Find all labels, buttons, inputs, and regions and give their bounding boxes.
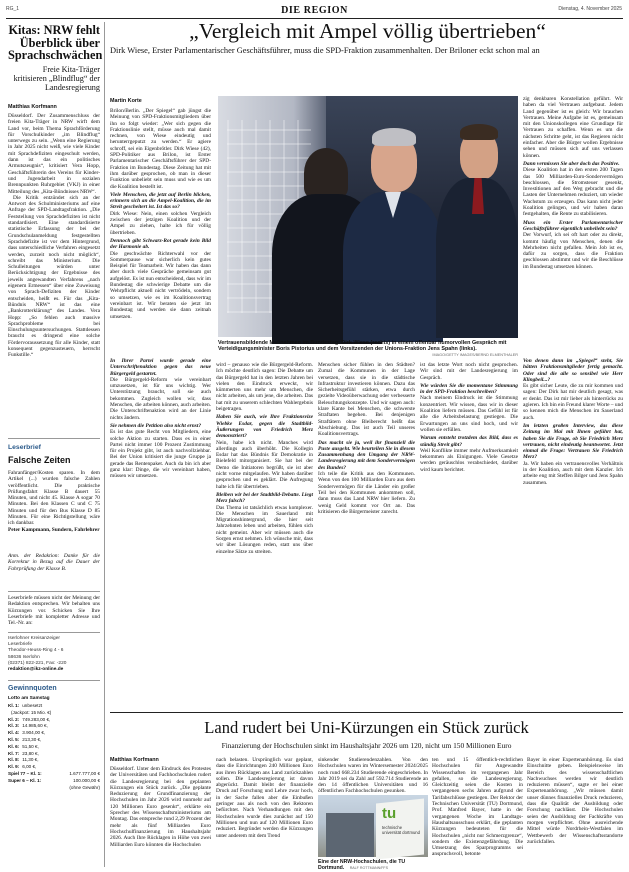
lotto-row: (Jackpot: 15 Mio. €)	[11, 709, 52, 715]
main-photo-credit: IMAGO/GETTY IMAGES/BERND ELMENTHALER	[432, 353, 518, 357]
page-code: RG_1	[6, 6, 20, 12]
land-col2	[216, 757, 313, 868]
question: Wie würden Sie die momentane Stimmung in der SPD-Fraktion beschreiben?	[420, 382, 518, 396]
tu-photo	[318, 795, 428, 857]
address-line: (02371) 822-221, Fax: -220	[8, 660, 67, 666]
caption-text: Eine der NRW-Hochschulen, die TU Dortmund.	[318, 859, 406, 871]
main-col1-lower	[110, 356, 211, 706]
paragraph: Nach meinem Eindruck ist die Stimmung konzentriert. Wir wissen, dass wir in dieser Koalition liefern müssen. Das Gefühl ist für alle die Arbeitsbelastung gestiegen. Die Erwartungen an uns sind hoch, und wir wollen sie erfüllen.	[420, 395, 518, 433]
question: Dennoch gibt Schwarz-Rot gerade kein Bild der Harmonie ab.	[110, 237, 211, 251]
paragraph: Ja. Wir haben ein vertrauensvolles Verhältnis in der Koalition, auch mit dem Kanzler. Ich arbeite eng mit Steffen Bilger und Jens Spahn zusammen.	[523, 460, 623, 486]
leserbrief-text: Fahranfänger/Kosten sparen. In dem Artikel (...) wurden falsche Zahlen veröffentlicht. Die praktische Prüfungsfahrt Klasse B dauert 55 Minuten, und nicht 45. Klasse A sogar 70 Minuten. Bei den Klassen C und C 75 Minuten und für den Bus Klasse D 85 Minuten. Für eine Richtigstellung wäre ich dankbar.	[8, 470, 100, 527]
leserbrief-disclaimer	[8, 595, 100, 629]
paragraph: Das Thema ist tatsächlich etwas komplexer. Die Menschen im Sauerland mit Migrationshintergrund, die hier seit Jahrzehnten leben und arbeiten, fühlen sich nicht gemeint. Aber wir müssen auch die Sorgen ernst nehmen. Ich wünsche mir, dass wir über Lösungen reden, statt uns über einzelne Sätze zu streiten.	[216, 504, 313, 555]
divider	[8, 680, 100, 681]
paragraph: Menschen sicher fühlen in den Städten? Zumal die Kommunen in der Lage versetzen, dass sie in die städtische Infrastruktur investieren können. Dazu das Sicherheitsgefühl stärken, etwa durch gezielte Videoüberwachung oder verbesserte Beleuchtungskonzepte. Und wir sagen auch: klare Kante bei Menschen, die schwerste Straftaten begehen. Bei denjenigen Straftätern ohne Bleiberecht heißt das Abschiebung. Das ist auch Teil unseres Koalitionsvertrags.	[318, 362, 415, 438]
main-col5	[523, 356, 623, 706]
main-subhead: Dirk Wiese, Erster Parlamentarischer Geschäftsführer, muss die SPD-Fraktion zusammenhalten. Der Briloner eckt schon mal an	[110, 46, 540, 55]
kitas-author: Matthias Korfmann	[8, 104, 57, 110]
paragraph: Die Bürgergeld-Reform wie vereinbart umzusetzen, ist für uns wichtig. Wer Unterstützung braucht, soll sie auch bekommen. Zugleich wollen wir, dass Menschen, die arbeiten können, auch arbeiten. Die Unterschriftenaktion wird an der Linie nichts ändern.	[110, 376, 211, 421]
land-col4	[432, 757, 523, 868]
lotto-row: Kl. 9: 6,00 €,	[8, 764, 37, 770]
main-photo-caption: Vertrauensbildende Maßnahmen im Bundestag: Dirk Wiese (rechts) in einem offenbar humorvollen Gespräch mit Verteidigungsminister Boris Pistorius und dem Vorsitzenden der Unions-Fraktion Jens Spahn (links).	[218, 340, 507, 353]
section-rule	[110, 712, 623, 713]
lotto-subtitle: Lotto am Samstag	[8, 696, 50, 701]
question: In Ihrer Partei wurde gerade eine Unterschriftenaktion gegen das neue Bürgergeld gestartet.	[110, 358, 211, 377]
paragraph: Nein, habe ich nicht. Manches wird allerdings auch überhöht. Die Kollegin Esdar hat das Bündnis für Demokratie in Bielefeld mitorganisiert. Sie hat bei der Demo die Initiatoren begrüßt, sie ist aber nicht vorne mitgelaufen. Wir haben darüber gesprochen und es geklärt. Die Aufregung halte ich für übertrieben.	[216, 439, 313, 490]
issue-date: Dienstag, 4. November 2025	[558, 6, 622, 12]
leserbrief-headline: Falsche Zeiten	[8, 455, 71, 465]
kitas-subhead: Freie Kita-Träger kritisieren „Blindflug“ der Landesregierung	[13, 65, 100, 92]
section-title: DIE REGION	[281, 5, 348, 16]
building-shape	[326, 813, 374, 857]
land-col3	[318, 757, 428, 795]
main-col1	[110, 108, 211, 351]
photo-credit: RALF ROTTMANN/FFS	[349, 866, 389, 870]
land-subhead: Finanzierung der Hochschulen sinkt im Haushaltsjahr 2026 um 120, nicht um 150 Millionen Euro	[221, 741, 512, 750]
tu-sign-text: technische universität dortmund	[382, 825, 420, 835]
paragraph: Düsseldorf. Unter dem Eindruck des Protestes der Universitäten und Fachhochschulen rudert die Landesregierung bei den geplanten Kürzungen ein Stück zurück. „Die geplante Reduzierung der Grundfinanzierung der Hochschulen im Jahr 2026 wird nunmehr auf 120 Millionen Euro gesenkt“, erklärte ein Sprecher des Wissenschaftsministeriums am Montag. Das entspreche rund 2,29 Prozent der mehr als fünf Milliarden Euro Hochschulfinanzierung im Haushaltsjahr 2026. Auch Ihre Rücklagen in Höhe von zwei Milliarden Euro könnten die Hochschulen	[110, 766, 211, 848]
land-headline: Land rudert bei Uni-Kürzungen ein Stück zurück	[204, 718, 529, 737]
person-wiese	[428, 116, 518, 337]
paragraph: Diese Koalition hat in den ersten 200 Tagen das 500 Milliarden-Euro-Sondervermögen beschlossen, die Stromsteuer gesenkt, Investitionen auf den Weg gebracht und die Lasten der Unternehmen reduziert, um wieder Wachstum zu erzeugen. Das kann nicht jeder Koalition gelingen, und wir haben daran festgehalten, die Rente zu stabilisieren.	[523, 167, 623, 218]
lotto-row: Kl. 6: 51,50 €,	[8, 743, 39, 749]
lotto-row: Kl. 3: 14.985,60 €,	[8, 723, 48, 729]
paragraph: Weil Konflikte immer mehr Aufmerksamkeit bekommen als Einigungen. Viele Gesetze werden geräuschlos verabschiedet, darüber wird kaum berichtet.	[420, 447, 518, 473]
gewinnquoten-label: Gewinnquoten	[8, 685, 57, 692]
leserbrief-address	[8, 636, 100, 673]
leserbrief-signature: Peter Kampmann, Sundern, Fahrlehrer	[8, 526, 100, 533]
paragraph: ist das letzte Wort noch nicht gesprochen. Wir sind mit der Landesregierung im Gespräch.	[420, 362, 518, 381]
land-col5	[527, 757, 623, 868]
question: Warum entsteht trotzdem das Bild, dass es ständig Streit gibt?	[420, 435, 518, 448]
paragraph: Brilon/Berlin. „Der Spiegel“ gab jüngst die Meinung von SPD-Fraktionsmitgliedern über ihn so folgt wieder: „Wer sich gegen die Fraktionslinie stellt, müsse auch mal damit rechnen, von Wiese eindeutig und herunterrgeputzt zu werden.“ Er agiere schroff, sei ein Eigenbrötler. Dirk Wiese (42), SPD-Politiker aus Brilon, ist Erster Parlamentarischer Geschäftsführer der SPD-Fraktion im Bundestag. Diese Zeitung hat mit ihm darüber gesprochen, ob man in dieser Funktion unbeliebt sein muss und wie es um die Koalition bestellt ist.	[110, 108, 211, 190]
question: Von denen dann im „Spiegel“ steht, Sie hätten Fraktionsmitglieder fertig gemacht. Oder sind die alle so sensibel wie Herr Klingbeil...?	[523, 358, 623, 383]
leserbrief-body	[8, 470, 100, 550]
divider	[8, 591, 100, 592]
land-author: Matthias Korfmann	[110, 757, 159, 763]
address-line: Theodor-Heuss-Ring 4 - 6	[8, 648, 64, 654]
paragraph: ten und 15 öffentlich-rechtlichen Hochschulen für Angewandte Wissenschaften im vergangenen Jahr gefallen, so die Landesregierung. Gleichzeitig seien die Kosten in vergangenen sechs Jahren aufgrund der Tarifabschlüsse gestiegen. Der Rektor der Technischen Universität (TU) Dortmund, Prof. Manfred Bayer, hatte in der vergangenen Woche im Landtags-Haushaltsausschuss erklärt, die geplanten Kürzungen bedeuteten für die Hochschulen „nicht nur Schmerzgrenze“, sondern die Existenzgefährdung. Die Umsetzung des Sparprogramms sei anspruchsvoll, betonte	[432, 757, 523, 858]
divider	[8, 438, 100, 439]
lotto-table	[8, 703, 100, 791]
disclaimer-text: Leserbriefe müssen nicht der Meinung der Redaktion entsprechen. Wir behalten uns Kürzungen vor. Schicken Sie Ihre Leserbriefe mit kompletter Adresse und Tel.-Nr. an:	[8, 595, 100, 627]
paragraph: nach belasten. Ursprünglich war geplant, dass die Einrichtungen 240 Millionen Euro aus ihren Rücklagen ans Land zurückzahlen sollen. Die Landesregierung ist davon abgerückt. Damit bleibt der finanzielle Druck auf Forschung und Lehre zwar hoch, in der Sache fallen aber die Einbußen geringer aus als noch von den Rektoren befürchtet. Nach Verhandlungen mit den Hochschulen wurde dies zunächst auf 150 Millionen und nun auf 120 Millionen Euro reduziert. Begründet werden die Kürzungen unter anderem mit dem Trend	[216, 757, 313, 839]
paragraph: Ich teile die Kritik aus den Kommunen. Wenn von den 100 Milliarden Euro aus dem Sondervermögen für die Länder ein großer Teil bei den Kommunen ankommen soll, dann muss das Land NRW hier liefern. Zu wenig Geld kommt vor Ort an. Das kritisieren die Bürgermeister zurecht.	[318, 471, 415, 515]
kitas-body	[8, 113, 100, 431]
question: Im letzten großen Interview, das diese Zeitung im Mai mit Ihnen geführt hat, haben Sie die Frage, ob Sie Friedrich Merz vertrauen, nicht eindeutig beantwortet. Jetzt einmal die Frage: Vertrauen Sie Friedrich Merz?	[523, 422, 623, 461]
question: Bleiben wir bei der Stadtbild-Debatte. Liegt Merz falsch?	[216, 491, 313, 505]
tu-logo: tu	[382, 805, 397, 822]
main-author: Martin Korte	[110, 98, 142, 104]
address-line: 58636 Iserlohn	[8, 654, 40, 660]
lotto-row: Kl. 7: 23,80 €,	[8, 750, 39, 756]
paragraph: Der Vorwurf, ich sei oft hart oder zu direkt, kommt häufig von Menschen, denen die Mehrheiten nicht gefallen. Mein Job ist es, dafür zu sorgen, dass die Fraktion geschlossen abstimmt und wir die Beschlüsse im Bundestag umsetzen können.	[523, 232, 623, 270]
divider	[8, 632, 100, 633]
lotto-row: Spiel 77 – Kl. 1: 1.677.777,00 €	[8, 770, 100, 776]
editor-note: Anm. der Redaktion: Danke für die Korrektur in Bezug auf die Dauer der Fahrprüfung der Klasse B.	[8, 553, 100, 572]
question: Dann vermissen Sie aber doch das Positive.	[523, 160, 620, 167]
main-col4-lower	[420, 362, 518, 706]
main-photo	[218, 96, 518, 337]
lotto-row: Kl. 1: unbesetzt	[8, 703, 43, 708]
kitas-paragraph: Düsseldorf. Der Zusammenschluss der freien Kita-Träger in NRW wirft dem Land vor, beim Thema Sprachförderung für Vorschulkinder „im Blindflug“ unterwegs zu sein. „Wenn eine Regierung in Jahr 2025 nicht weiß, wie viele Kinder mit Sprachdefiziten eingeschult werden, dann ist das ein politisches Armutszeugnis“, kritisiert Vera Hopp, Geschäftsführerin des Vereins für Kinder- und Jugendarbeit in sozialen Brennpunkten Ruhrgebiet (VKJ) in einer Mitteilung des „Kita-Bündnisses NRW“.	[8, 113, 100, 195]
lotto-row: Kl. 2: 749.283,00 €,	[8, 716, 51, 722]
lotto-row: Super 6 – Kl. 1: 100.000,00 €	[8, 777, 100, 783]
question: Das macht sie ja, weil ihr finanziell die Puste ausgeht. Wie beurteilen Sie in diesem Zusammenhang den Umgang der NRW-Landesregierung mit dem Sondervermögen des Bundes?	[318, 439, 415, 471]
question: Sie nehmen die Petition also nicht ernst?	[110, 422, 202, 429]
email-link[interactable]: redaktion@ikz-online.de	[8, 667, 64, 673]
paragraph: Es gibt sicher Leute, die zu mir kommen und sagen: Der Dirk hat mir deutlich gesagt, was er denkt. Das ist mir lieber als hinterrücks zu agieren. Ich bin ein Freund klarer Worte – und so kennen mich die Menschen im Sauerland auch.	[523, 383, 623, 421]
lotto-row: Kl. 5: 213,30 €,	[8, 736, 42, 742]
address-line: Leserbriefe	[8, 642, 32, 648]
main-headline: „Vergleich mit Ampel völlig übertrieben“	[189, 19, 546, 43]
paragraph: Die geschwächte Richterwahl vor der Sommerpause war sicherlich kein gutes Beispiel für Teamarbeit. Wir haben das dann aber durch viele Gespräche gemeinsam gut aufgelöst. Es ist nun entscheidend, dass wir im Bundestag die schwierige Debatte um die Wehrpflicht aktuell nicht vertrödeln, sondern so umsetzen, wie es im Koalitionsvertrag vereinbart ist. Wir beraten sie jetzt im Bundestag und werden sie dann zeitnah umsetzen.	[110, 250, 211, 320]
address-line: Iserlohner Kreisanzeiger	[8, 636, 60, 641]
kitas-paragraph: Die Kritik entzündet sich an der Antwort des Schulministeriums auf eine Anfrage der SPD-Landtagsfraktion. „Die Feststellung von Sprachdefiziten ist nicht standardisiert. Eine standardisierte statistische Erfassung der bei der Grundschulanmeldung festgestellten Sprachdefizite ist vor dem Hintergrund, dass unterschiedliche Verfahren eingesetzt werden, zurzeit noch nicht möglich“, schreibt das Ministerium. Die Schulleitungen würden unter Berücksichtigung der Ergebnisse des jeweils angewandten Verfahrens „nach eigenem Ermessen“ über eine Zuweisung von Sprach-Defiziten der Kinder entscheiden, heißt es. Für das „Kita-Bündnis NRW“ ist das eine „Bankrotterklärung“ des Landes. Vera Hopp: „So fehlen auch massive Sprachprobleme bei Einschulungsuntersuchungen. Stattdessen braucht es dringend eine solche Fördervoraussetzung für alle Kinder, statt konsequent gegenzusteuern, herrscht Funkstille.“	[8, 194, 100, 359]
question: Muss ein Erster Parlamentarischer Geschäftsführer eigentlich unbeliebt sein?	[523, 219, 623, 232]
main-col4	[523, 96, 623, 351]
paragraph: Bayer in einer Expertenanhörung. Es sind Einschnitte geben. Beispielsweise im Bereich des wissenschaftlichen Nachwuchses werden wir deutlich reduzieren müssen“, sagte er bei einer Expertenanhörung. „Wir müssen damit unser dünnes finanzielles Druck reduzieren, dass die Qualität der Ausbildung oder Forschung nachlässt. Die Hochschulen seien der Ausbildung der Fachkräfte von morgen verpflichtet. Ohne ausreichende Mittel würde Nordrhein-Westfalen im Wettbewerb der Wissenschaftsstandorte zurückfallen.	[527, 757, 623, 845]
lotto-row: (ohne Gewähr)	[69, 784, 100, 790]
land-col1	[110, 766, 211, 868]
leserbrief-label: Leserbrief	[8, 444, 41, 451]
question: Haben Sie auch, wie Ihre Fraktionsvize Wiebke Esdar, gegen die Stadtbild-Äußerungen von Friedrich Merz demonstriert?	[216, 414, 313, 440]
paragraph: zig denkbaren Konstellation geführt. Wir haben da viel Vertrauen aufgebaut. Jedem Land gegenüber ist es gleich: Wir brauchen Vertrauen. Meine Aufgabe ist es, gemeinsam mit den Unionskollegen eine Grundlage für Vertrauen zu schaffen. Wenn es um die nächsten Schritte geht, ist das Regieren nicht einfacher. Aber die Bürger wollen Ergebnisse sehen und müssen sich auf uns verlassen können.	[523, 96, 623, 159]
paragraph: sinkender Studierendenzahlen. Von den Hochschulen waren im Wintersemester 2024/2025 noch rund 668.234 Studierende eingeschrieben. In Jahr 2019 sei da Zahl auf 592.714 Studierende an den 14 öffentlichen Universitäten und 16 öffentlichen Fachhochschulen gesunken.	[318, 757, 428, 795]
main-col3	[318, 362, 415, 706]
paragraph: Es ist das gute Recht von Mitgliedern, eine solche Aktion zu starten. Dass es in einer Partei nicht immer 100 Prozent Zustimmung für ein Projekt gibt, ist auch nachvollziehbar. Bei der Union kritisiert die junge Gruppe ja gerade das Rentenpaket. Auch da bin ich aber ganz klar: Dinge, die wir vereinbart haben, müssen wir umsetzen.	[110, 429, 211, 480]
tu-photo-caption	[318, 859, 428, 871]
paragraph: wird – genauso wie die Bürgergeld-Reform. Ich möchte deutlich sagen: Die Debatte um das Bürgergeld hat in den letzten Jahren bei vielen den Eindruck erweckt, wir kümmerten uns mehr um Menschen, die nicht arbeiten, als um jene, die arbeiten. Das hat mit zu unserem schlechten Wahlergebnis beigetragen.	[216, 362, 313, 413]
lotto-row: Kl. 8: 11,30 €,	[8, 757, 39, 763]
leserbrief-note	[8, 553, 100, 587]
kitas-headline: Kitas: NRW fehlt Überblick über Sprachschwächen	[8, 23, 103, 63]
lotto-row: Kl. 4: 3.904,00 €,	[8, 730, 46, 736]
column-divider	[104, 22, 105, 867]
paragraph: Dirk Wiese: Nein, einen solchen Vergleich zwischen der jetzigen Koalition und der Ampel zu ziehen, halte ich für völlig übertrieben.	[110, 210, 211, 236]
question: Viele Menschen, die jetzt auf Berlin blicken, erinnern sich an die Ampel-Koalition, die im Streit gescheitert ist. Ist das so?	[110, 191, 211, 211]
main-col2	[216, 362, 313, 706]
